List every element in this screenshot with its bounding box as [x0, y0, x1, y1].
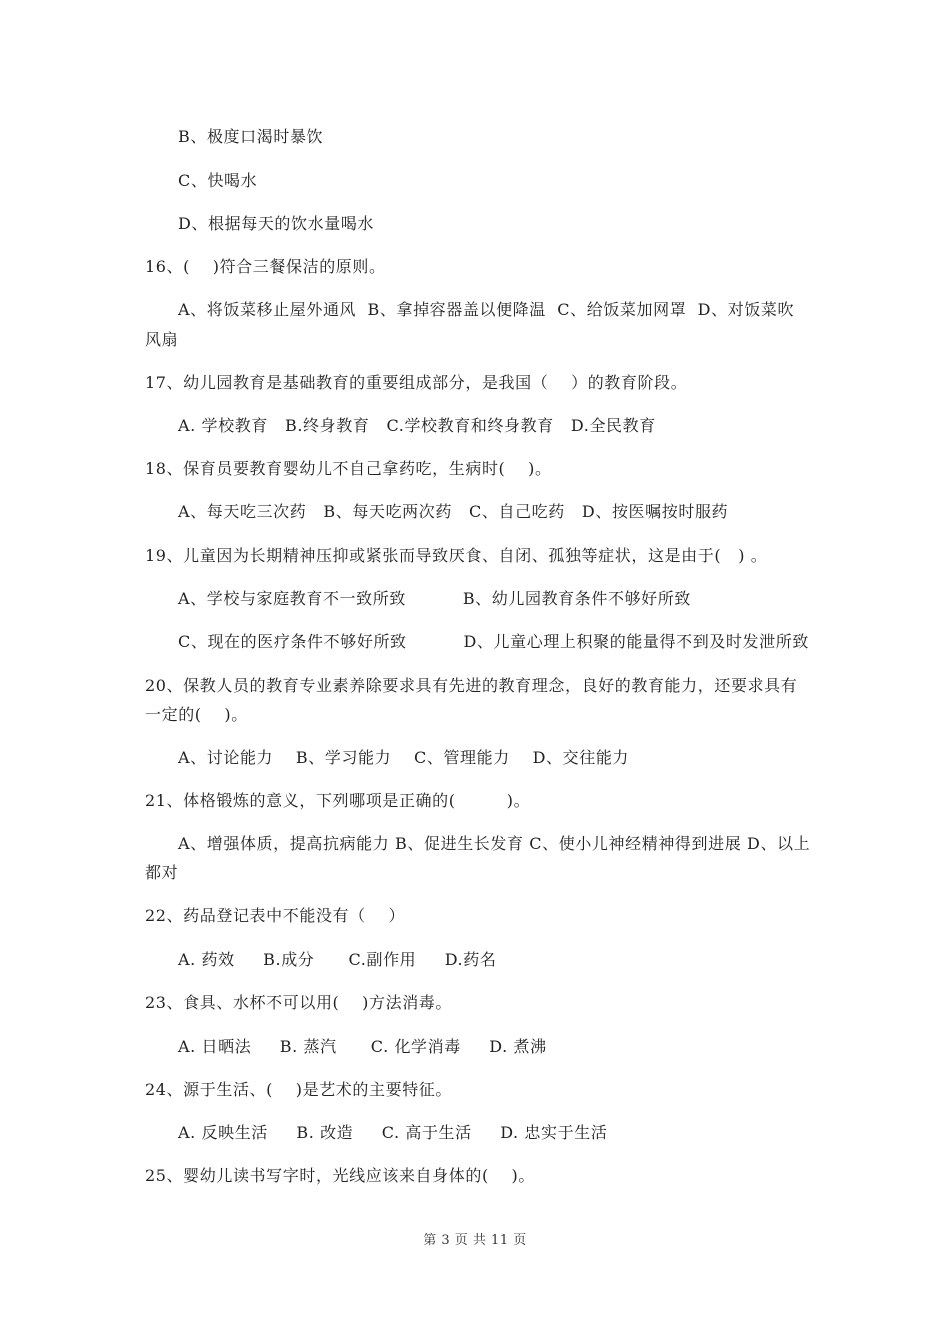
question-18: 18、保育员要教育婴幼儿不自己拿药吃，生病时( )。	[145, 459, 552, 478]
option-line: A、学校与家庭教育不一致所致 B、幼儿园教育条件不够好所致	[178, 589, 691, 608]
option-line: A. 学校教育 B.终身教育 C.学校教育和终身教育 D.全民教育	[178, 416, 656, 435]
question-20: 20、保教人员的教育专业素养除要求具有先进的教育理念，良好的教育能力，还要求具有	[145, 676, 798, 695]
option-line: A、将饭菜移止屋外通风 B、拿掉容器盖以便降温 C、给饭菜加网罩 D、对饭菜吹	[178, 300, 795, 319]
option-line: A. 反映生活 B. 改造 C. 高于生活 D. 忠实于生活	[178, 1123, 608, 1142]
option-continuation: 都对	[145, 863, 179, 882]
question-25: 25、婴幼儿读书写字时，光线应该来自身体的( )。	[145, 1166, 535, 1185]
question-23: 23、食具、水杯不可以用( )方法消毒。	[145, 993, 452, 1012]
question-16: 16、( )符合三餐保洁的原则。	[145, 257, 386, 276]
option-line: C、快喝水	[178, 171, 258, 190]
page-footer: 第 3 页 共 11 页	[423, 1233, 527, 1248]
option-line: A. 日晒法 B. 蒸汽 C. 化学消毒 D. 煮沸	[178, 1037, 547, 1056]
option-continuation: 风扇	[145, 330, 179, 349]
option-line: B、极度口渴时暴饮	[178, 127, 324, 146]
option-line: A、每天吃三次药 B、每天吃两次药 C、自己吃药 D、按医嘱按时服药	[178, 502, 729, 521]
option-line: D、根据每天的饮水量喝水	[178, 214, 375, 233]
option-line: A、增强体质，提高抗病能力 B、促进生长发育 C、使小儿神经精神得到进展 D、以上	[178, 834, 811, 853]
question-21: 21、体格锻炼的意义，下列哪项是正确的( )。	[145, 791, 531, 810]
question-continuation: 一定的( )。	[145, 705, 248, 724]
option-line: C、现在的医疗条件不够好所致 D、儿童心理上积聚的能量得不到及时发泄所致	[178, 632, 809, 651]
question-19: 19、儿童因为长期精神压抑或紧张而导致厌食、自闭、孤独等症状，这是由于( ) 。	[145, 546, 768, 565]
question-24: 24、源于生活、( )是艺术的主要特征。	[145, 1080, 452, 1099]
option-line: A. 药效 B.成分 C.副作用 D.药名	[178, 950, 497, 969]
question-17: 17、幼儿园教育是基础教育的重要组成部分，是我国（ ）的教育阶段。	[145, 373, 688, 392]
option-line: A、讨论能力 B、学习能力 C、管理能力 D、交往能力	[178, 748, 630, 767]
question-22: 22、药品登记表中不能没有（ ）	[145, 906, 406, 925]
